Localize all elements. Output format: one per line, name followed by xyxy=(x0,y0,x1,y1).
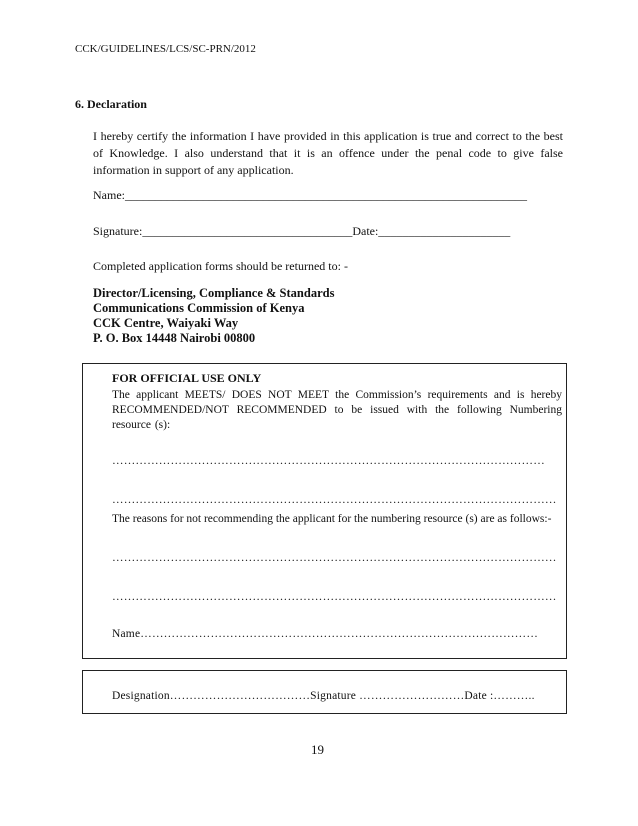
reasons-dotted-line: …………………………………………………………………………………………………… xyxy=(112,552,557,564)
address-line: Director/Licensing, Compliance & Standards xyxy=(93,286,335,300)
declaration-text: I hereby certify the information I have provided in this application is true and correct to the best of Knowledge. I also understand that it is an offence under the penal code to give false information in support of any application. xyxy=(93,129,563,177)
reasons-label: The reasons for not recommending the applicant for the numbering resource (s) are as follows:- xyxy=(112,513,552,525)
designation-signature-date-line: Designation………………………………Signature ………………………Date :……….. xyxy=(112,690,535,702)
resource-dotted-line: …………………………………………………………………………………………………… xyxy=(112,494,557,506)
signature-date-line: Signature:___________________________________Date:______________________ xyxy=(93,224,511,238)
resource-dotted-line: ………………………………………………………………………………………………… xyxy=(112,455,545,467)
address-line: CCK Centre, Waiyaki Way xyxy=(93,316,239,330)
official-use-title: FOR OFFICIAL USE ONLY xyxy=(112,371,262,385)
address-line: P. O. Box 14448 Nairobi 00800 xyxy=(93,331,256,345)
section-title: 6. Declaration xyxy=(75,97,147,111)
return-instruction: Completed application forms should be returned to: - xyxy=(93,259,348,273)
reasons-dotted-line: …………………………………………………………………………………………………… xyxy=(112,591,557,603)
document-reference: CCK/GUIDELINES/LCS/SC-PRN/2012 xyxy=(75,43,256,55)
name-field-line: Name:___________________________________________________________________ xyxy=(93,188,527,202)
page-number: 19 xyxy=(311,742,324,757)
return-address xyxy=(93,286,334,346)
official-name-line: Name………………………………………………………………………………………… xyxy=(112,628,539,640)
recommendation-statement: The applicant MEETS/ DOES NOT MEET the Commission’s requirements and is hereby RECOMMENDED/NOT RECOMMENDED to be issued with the following Numbering resource (s): xyxy=(112,389,562,431)
address-line: Communications Commission of Kenya xyxy=(93,301,305,315)
